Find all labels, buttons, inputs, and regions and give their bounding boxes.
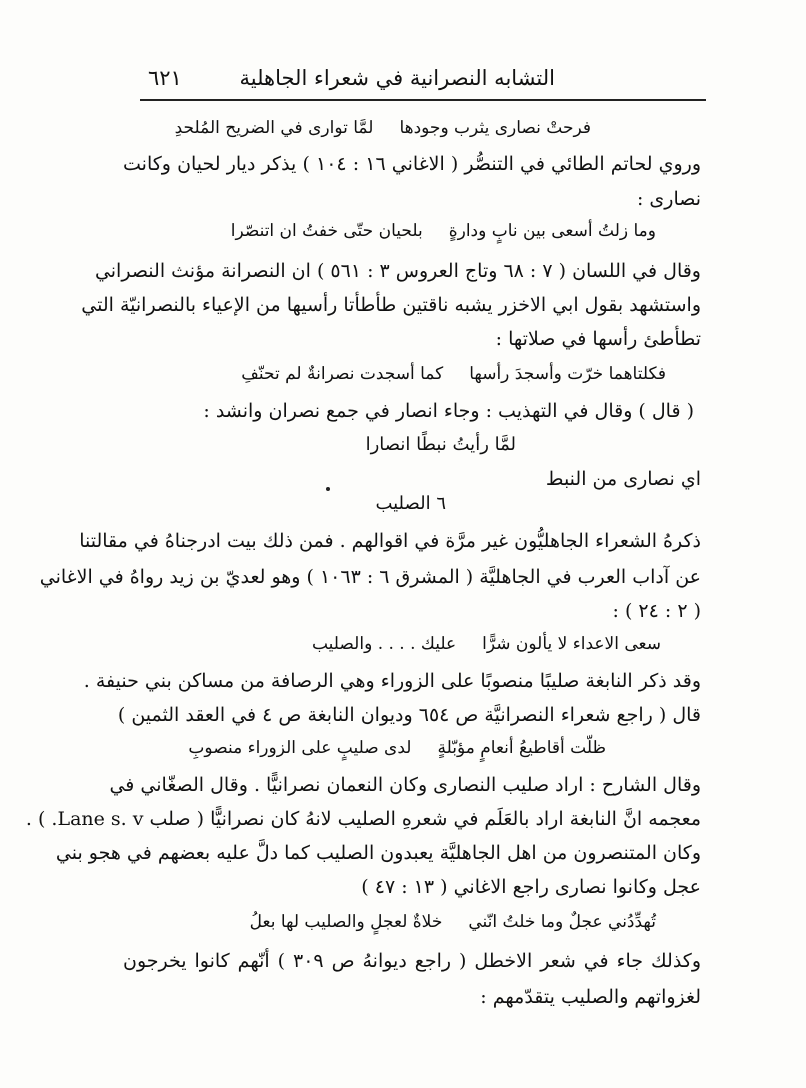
verse-first-hemistich: فكلتاهما خرّت وأسجدَ رأسها: [469, 364, 666, 384]
text-line: وقد ذكر النابغة صليبًا منصوبًا على الزوراء وهي الرصافة من مساكن بني حنيفة .: [83, 670, 701, 692]
verse-second-hemistich: لدى صليبٍ على الزوراء منصوبِ: [188, 738, 412, 758]
text-line: لغزواتهم والصليب يتقدّمهم :: [480, 986, 701, 1008]
verse-2: [231, 221, 656, 241]
page-number: ٦٢١: [148, 66, 182, 90]
verse-4: لمَّا رأيتُ نبطًا انصارا: [365, 434, 516, 455]
running-header: [140, 62, 700, 98]
text-line: وروي لحاتم الطائي في التنصُّر ( الاغاني ١٦ : ١٠٤ ) يذكر ديار لحيان وكانت: [123, 153, 702, 175]
verse-5: [312, 634, 661, 654]
verse-second-hemistich: عليك . . . . والصليب: [311, 634, 457, 654]
verse-3: [241, 364, 666, 384]
text-line: نصارى :: [636, 188, 701, 210]
text-line: تطأطئ رأسها في صلاتها :: [495, 328, 701, 350]
header-title: التشابه النصرانية في شعراء الجاهلية: [239, 66, 555, 90]
text-line: وقال الشارح : اراد صليب النصارى وكان النعمان نصرانيًّا . وقال الصغّاني في: [109, 774, 701, 796]
verse-6: [188, 738, 606, 758]
text-line: ( ٢ : ٢٤ ) :: [612, 600, 701, 622]
verse-first-hemistich: وما زلتُ أسعى بين نابٍ ودارةٍ: [448, 221, 656, 241]
text-line: اي نصارى من النبط: [545, 468, 701, 490]
verse-1: [175, 118, 591, 138]
text-line: وكان المتنصرون من اهل الجاهليَّة يعبدون الصليب كما دلَّ عليه بعضهم في هجو بني: [55, 842, 701, 864]
text-line: معجمه انَّ النابغة اراد بالعَلَم في شعرهِ الصليب لانهُ كان نصرانيًّا ( صلب Lane s. v. ) .: [25, 808, 701, 830]
verse-first-hemistich: تُهدِّدُني عجلٌ وما خلتُ انّني: [468, 912, 656, 932]
text-line: قال ( راجع شعراء النصرانيَّة ص ٦٥٤ وديوان النابغة ص ٤ في العقد الثمين ): [117, 704, 701, 726]
text-line: واستشهد بقول ابي الاخزر يشبه ناقتين طأطأتا رأسيها من الإعياء بالنصرانيّة التي: [81, 294, 701, 316]
section-heading: ٦ الصليب: [375, 493, 446, 514]
text-line: وقال في اللسان ( ٧ : ٦٨ وتاج العروس ٣ : ٥٦١ ) ان النصرانة مؤنث النصراني: [94, 260, 701, 282]
verse-second-hemistich: بلحيان حتّى خفتُ ان اتنصّرا: [230, 221, 423, 241]
text-line: عن آداب العرب في الجاهليَّة ( المشرق ٦ : ١٠٦٣ ) وهو لعديّ بن زيد رواهُ في الاغاني: [39, 566, 701, 588]
verse-second-hemistich: لمَّا توارى في الضريح المُلحدِ: [174, 118, 374, 138]
text-line: وكذلك جاء في شعر الاخطل ( راجع ديوانهُ ص ٣٠٩ ) أنّهم كانوا يخرجون: [123, 950, 702, 972]
text-line: ذكرهُ الشعراء الجاهليُّون غير مرَّة في اقوالهم . فمن ذلك بيت ادرجناهُ في مقالتنا: [79, 530, 701, 552]
verse-first-hemistich: فرحتْ نصارى يثرب وجودها: [399, 118, 591, 138]
print-speck: [326, 487, 330, 491]
text-line: عجل وكانوا نصارى راجع الاغاني ( ١٣ : ٤٧ ): [361, 876, 701, 898]
verse-first-hemistich: ظلّت أقاطيعُ أنعامٍ مؤبّلةٍ: [437, 738, 606, 758]
header-rule: [140, 99, 706, 101]
verse-7: [250, 912, 656, 932]
verse-second-hemistich: كما أسجدت نصرانةٌ لم تحنّفِ: [241, 364, 444, 384]
verse-second-hemistich: خلاةٌ لعجلٍ والصليب لها بعلُ: [249, 912, 443, 932]
text-line: ( قال ) وقال في التهذيب : وجاء انصار في جمع نصران وانشد :: [203, 400, 694, 422]
verse-first-hemistich: سعى الاعداء لا يألون شرًّا: [482, 634, 661, 654]
